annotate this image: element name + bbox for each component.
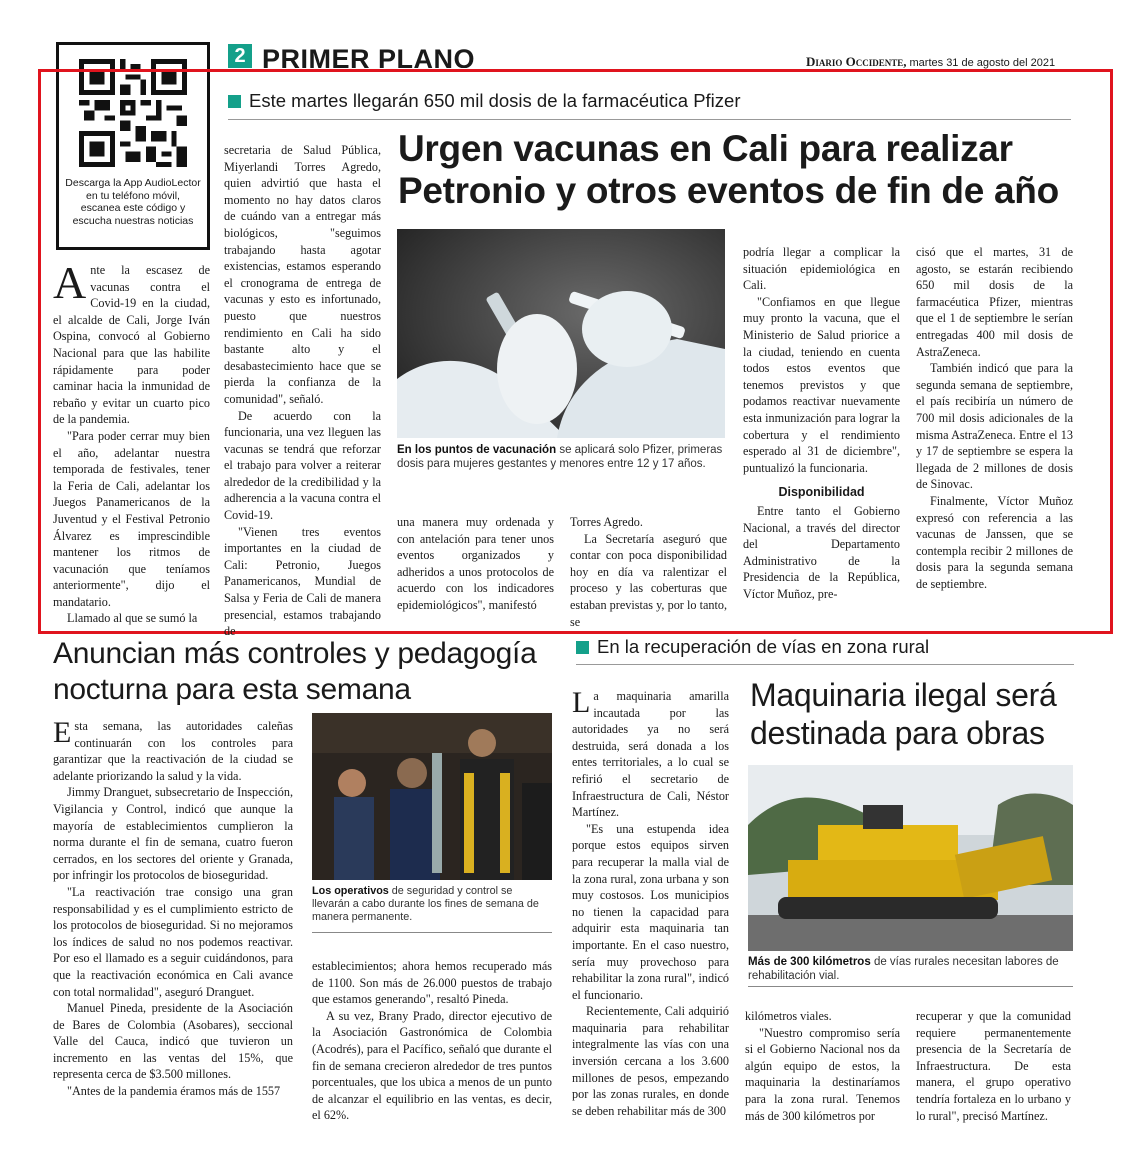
top-story-col4: Torres Agredo. La Secretaría aseguró que contar con poca disponibilidad hoy en día va ralentizar el proceso y las coberturas que estaban previstas y, por lo tanto, se — [570, 515, 727, 629]
publication-date: martes 31 de agosto del 2021 — [909, 57, 1056, 69]
story3-col3: recuperar y que la comunidad requiere permanentemente presencia de la Secretaría de Infraestructura. De esta manera, el grupo operativo tendría fortaleza en lo urbano y lo rural", precisó Martínez. — [916, 1009, 1071, 1123]
operatives-photo — [312, 713, 552, 880]
kicker-square-icon — [228, 95, 241, 108]
drop-cap: A — [53, 257, 87, 308]
story3-col1: La maquinaria amarilla incautada por las autoridades ya no será destruida, será donada a los entes territoriales, a lo cual se refirió el secretario de Infraestructura de Cali, Néstor Martínez. "Es una estupenda idea porque estos equipos sirven para recuperar la malla vial de la zona rural, zona urbana y son muy costosos. Los municipios no tienen la capacidad para adquirir esta maquinaria tan importante. En el caso nuestro, sería muy provechoso para rehabilitar la zona rural", indicó el funcionario. Recientemente, Cali adquirió maquinaria para rehabilitar integralmente las vías con una inversión cercana a los 3.600 millones de pesos, empezando por las zonas rurales, en donde se deben rehabilitar más de 300 — [572, 686, 729, 1118]
story2-col1: Esta semana, las autoridades caleñas continuarán con los controles para garantizar que la reactivación de la ciudad se adelante priorizando la salud y la vida. Jimmy Dranguet, subsecretario de Inspección, Vigilancia y Control, indicó que aunque la mayoría de establecimientos cumplieron la norma durante el fin de semana, cuatro fueron cerrados, en los sectores del oriente y Granada, por infringir los protocolos de bioseguridad. "La reactivación trae consigo una gran responsabilidad y es el cumplimiento estricto de los protocolos de bioseguridad. Si no mejoramos los índices de salud no nos podemos reactivar. Por eso el llamado es a seguir cuidándonos, para que la reactivación económica en Cali avance con total normalidad", aseguró Dranguet. Manuel Pineda, presidente de la Asociación de Bares de Colombia (Asobares), seccional Valle del Cauca, indicó que tuvieron un incremento en las ventas del 15%, que representa cerca de $3.500 millones. "Antes de la pandemia éramos más de 1557 — [53, 716, 293, 1099]
paper-name: Diario Occidente, — [806, 54, 907, 69]
caption-rule — [312, 932, 552, 933]
story2-photo-caption: Los operativos de seguridad y control se llevarán a cabo durante los fines de semana de manera permanente. — [312, 885, 539, 923]
operatives-illustration — [312, 713, 552, 880]
drop-cap: L — [572, 686, 591, 719]
top-story-col6: cisó que el martes, 31 de agosto, se estarán recibiendo 650 mil dosis de la farmacéutica Pfizer, mientras que el 1 de septiembre le serían entregadas 400 mil dosis de AstraZeneca. También indicó que para la segunda semana de septiembre, el país recibiría un número de 700 mil dosis adicionales de la misma AstraZeneca. Entre el 13 y 17 de septiembre se espera la llegada de 2 millones de dosis de Sinovac. Finalmente, Víctor Muñoz expresó con referencia a las vacunas de Janssen, que se contempla recibir 2 millones de dosis para la segunda semana de septiembre. — [916, 245, 1073, 591]
top-story-col2: secretaria de Salud Pública, Miyerlandi Torres Agredo, quien advirtió que hasta el momento no hay datos claros de cuándo van a entregar más biológicos, "seguimos trabajando hasta agotar existencias, estamos esperando el cronograma de entrega de vacunas y esto es infortunado, puesto que nuestros rendimiento en Cali ha sido bastante alto y el desabastecimiento hace que se pierda la confianza de la comunidad", señaló. De acuerdo con la funcionaria, una vez lleguen las vacunas se tendrá que reforzar el trabajo para volver a reiterar alrededor de la credibilidad y la adherencia a la vacuna contra el Covid-19. "Vienen tres eventos importantes en la ciudad de Cali: Petronio, Juegos Panamericanos, Mundial de Salsa y Feria de Cali de manera presencial, estamos trabajando de — [224, 143, 381, 639]
kicker-rule — [228, 119, 1071, 120]
story3-kicker: En la recuperación de vías en zona rural — [576, 636, 929, 658]
story3-col2: kilómetros viales. "Nuestro compromiso sería si el Gobierno Nacional nos da algún equipo de estos, la maquinaria la destinaríamos para la zona rural. Tenemos más de 300 kilómetros por — [745, 1009, 900, 1123]
top-story-col1: Ante la escasez de vacunas contra el Covid-19 en la ciudad, el alcalde de Cali, Jorge Iván Ospina, convocó al Gobierno Nacional para que las habilite rápidamente para poder caminar hacia la inmunidad de rebaño y evitar un cuarto pico de la pandemia. "Para poder cerrar muy bien el año, adelantar nuestra temporada de festivales, tener la Feria de Cali, adelantar los Juegos Panamericanos de la Juventud y el Festival Petronio Álvarez es imprescindible mantener los ritmos de vacunación que teníamos anteriormente", dijo el mandatario. Llamado al que se sumó la — [53, 257, 210, 626]
qr-instructions: Descarga la App AudioLector en tu teléfono móvil, escanea este código y escucha nuestras noticias — [65, 177, 201, 227]
top-story-col3: una manera muy ordenada y con antelación para tener unos eventos organizados y adheridos a unos protocolos de acuerdo con los indicadores epidemiológicos", manifestó — [397, 515, 554, 612]
page-number-badge: 2 — [228, 44, 252, 68]
machinery-illustration — [748, 765, 1073, 951]
top-story-kicker: Este martes llegarán 650 mil dosis de la farmacéutica Pfizer — [228, 90, 741, 112]
story2-headline: Anuncian más controles y pedagogía nocturna para esta semana — [53, 637, 537, 706]
dateline — [806, 54, 1055, 70]
story3-photo-caption: Más de 300 kilómetros de vías rurales necesitan labores de rehabilitación vial. — [748, 956, 1059, 982]
top-photo-caption: En los puntos de vacunación se aplicará solo Pfizer, primeras dosis para mujeres gestantes y menores entre 12 y 17 años. — [397, 444, 723, 470]
story2-col2: establecimientos; ahora hemos recuperado más de 1100. Son más de 26.000 puestos de trabajo que estamos generando", resaltó Pineda. A su vez, Brany Prado, director ejecutivo de la Asociación Gastronómica de Colombia (Acodrés), para el Pacífico, señaló que durante el fin de semana crecieron alrededor de tres puntos porcentuales, que los ubica a menos de un punto de alcanzar el equilibrio en las ventas, es decir, el 62%. — [312, 959, 552, 1123]
top-story-col5: podría llegar a complicar la situación epidemiológica en Cali. "Confiamos en que llegue muy pronto la vacuna, que el Ministerio de Salud priorice a la ciudad, teniendo en cuenta todos estos eventos que tenemos previstos y que podamos reactivar nuevamente esta inmunización para lograr la cobertura y el rendimiento esperado al 31 de diciembre", puntualizó la funcionaria. Disponibilidad Entre tanto el Gobierno Nacional, a través del director del Departamento Administrativo de la Presidencia de la República, Víctor Muñoz, pre- — [743, 245, 900, 601]
story3-headline: Maquinaria ilegal será destinada para obras — [750, 677, 1057, 751]
kicker-square-icon — [576, 641, 589, 654]
machinery-photo — [748, 765, 1073, 951]
kicker-rule — [576, 664, 1074, 665]
vaccine-photo — [397, 229, 725, 438]
subhead-disponibilidad: Disponibilidad — [778, 485, 865, 500]
caption-rule — [748, 986, 1073, 987]
top-story-headline: Urgen vacunas en Cali para realizar Petronio y otros eventos de fin de año — [398, 128, 1059, 211]
section-title: PRIMER PLANO — [262, 44, 476, 68]
drop-cap: E — [53, 716, 72, 749]
vaccine-illustration — [397, 229, 725, 438]
